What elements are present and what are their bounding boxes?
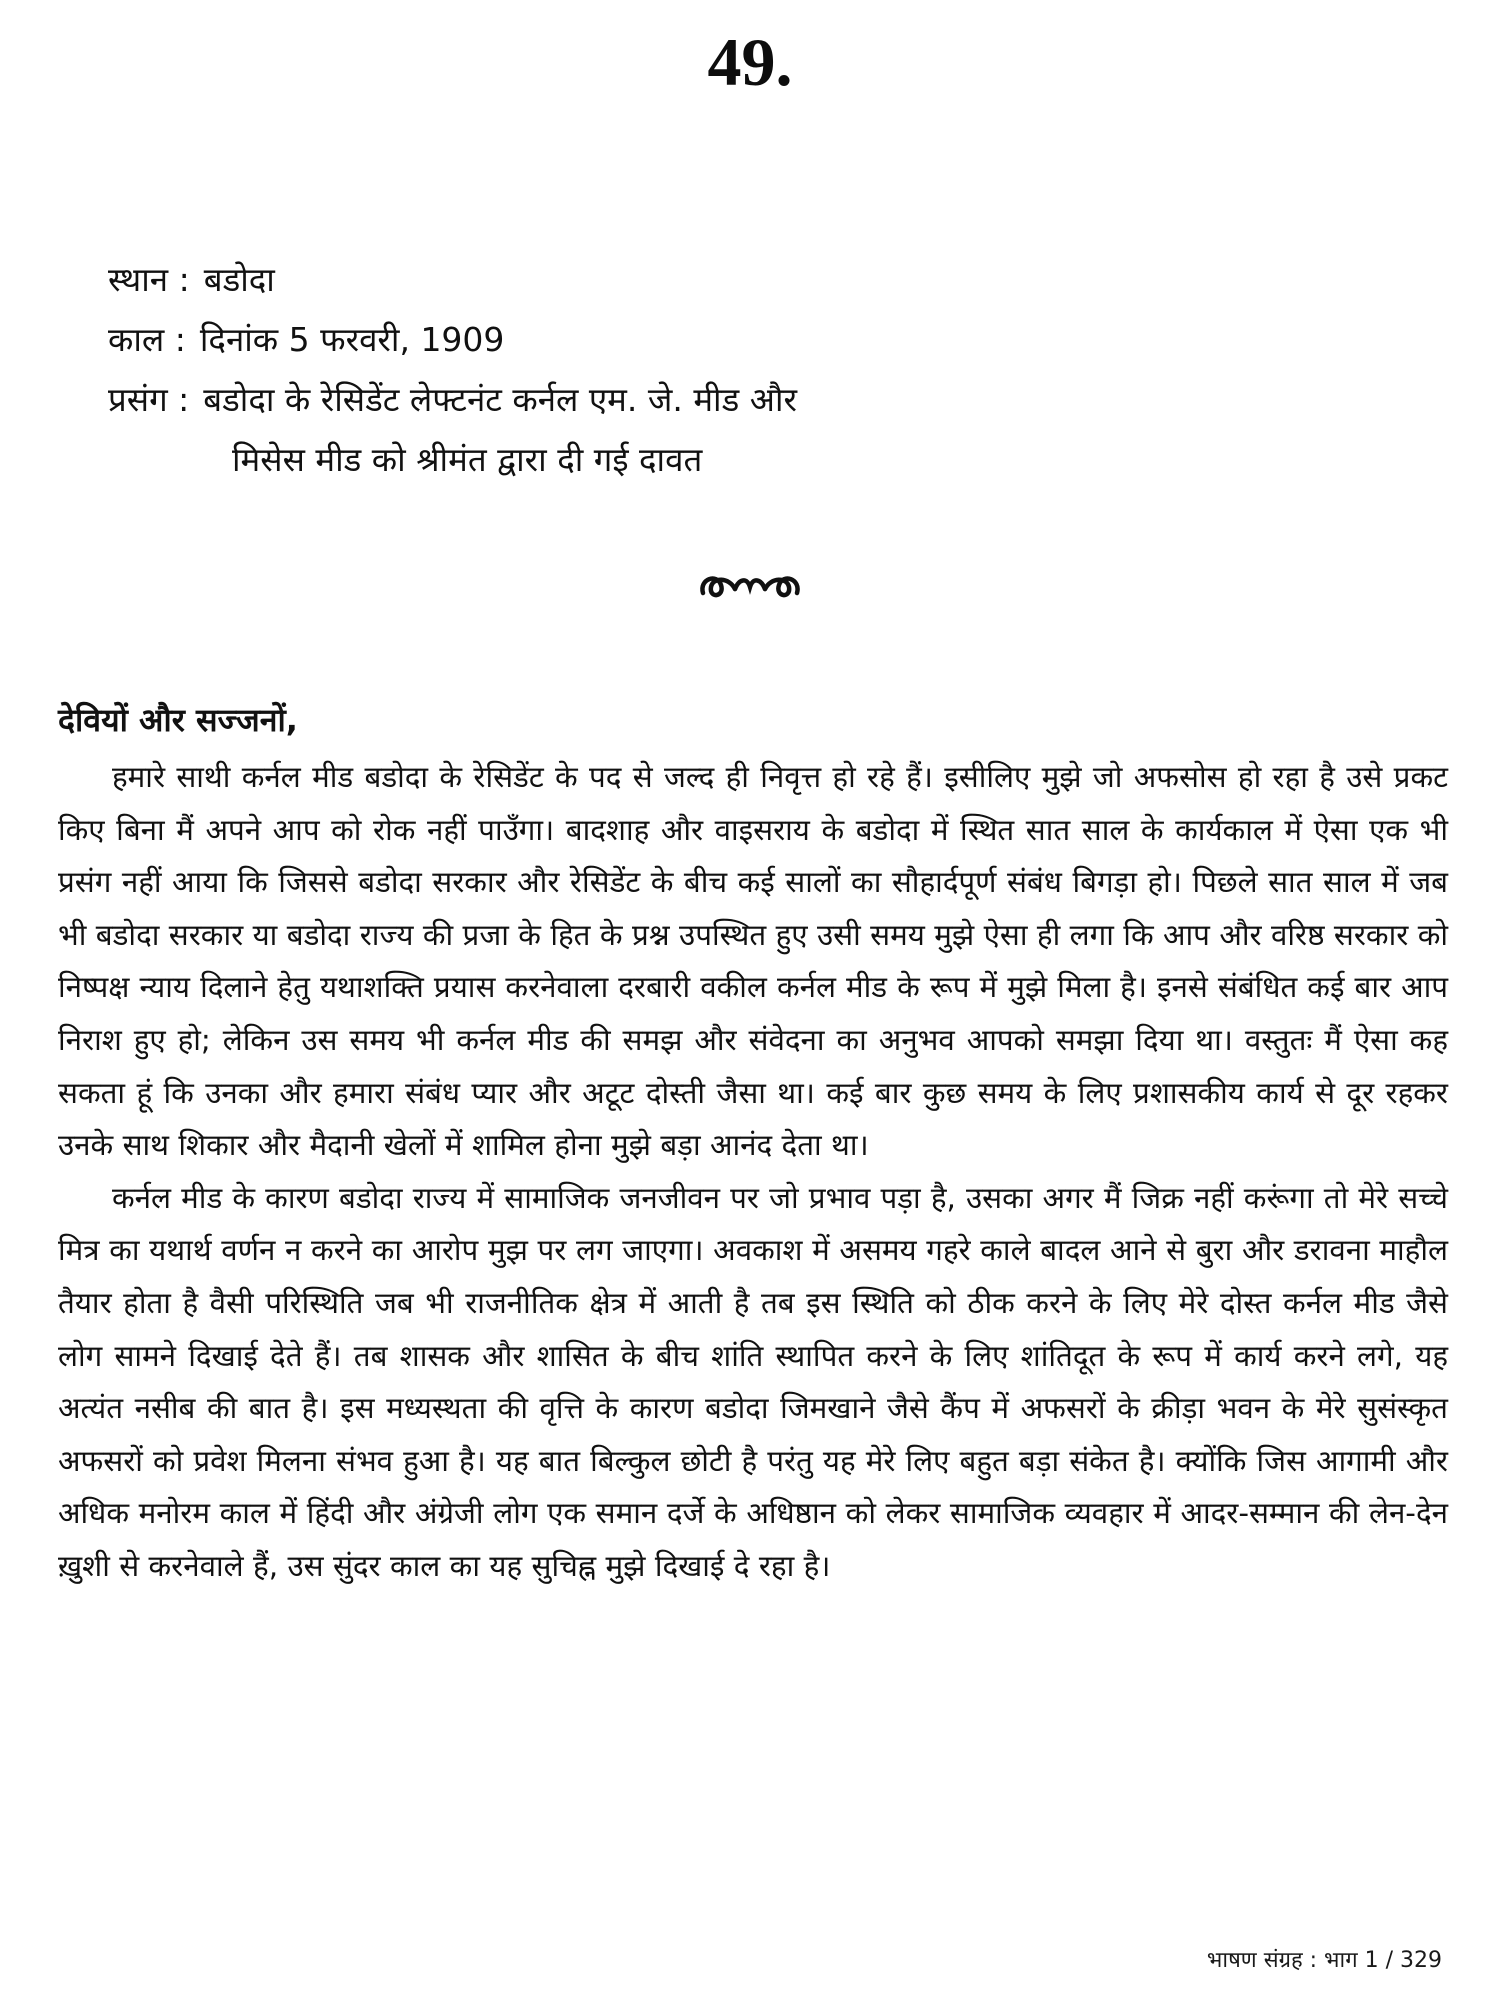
ornament-svg	[695, 565, 805, 605]
paragraph-1: हमारे साथी कर्नल मीड बडोदा के रेसिडेंट के पद से जल्द ही निवृत्त हो रहे हैं। इसीलिए मुझे जो अफसोस हो रहा है उसे प्रकट किए बिना मैं अपने आप को रोक नहीं पाउँगा। बादशाह और वाइसराय के बडोदा में स्थित सात साल के कार्यकाल में ऐसा एक भी प्रसंग नहीं आया कि जिससे बडोदा सरकार और रेसिडेंट के बीच कई सालों का सौहार्दपूर्ण संबंध बिगड़ा हो। पिछले सात साल में जब भी बडोदा सरकार या बडोदा राज्य की प्रजा के हित के प्रश्न उपस्थित हुए उसी समय मुझे ऐसा ही लगा कि आप और वरिष्ठ सरकार को निष्पक्ष न्याय दिलाने हेतु यथाशक्ति प्रयास करनेवाला दरबारी वकील कर्नल मीड के रूप में मुझे मिला है। इनसे संबंधित कई बार आप निराश हुए हो; लेकिन उस समय भी कर्नल मीड की समझ और संवेदना का अनुभव आपको समझा दिया था। वस्तुतः मैं ऐसा कह सकता हूं कि उनका और हमारा संबंध प्यार और अटूट दोस्ती जैसा था। कई बार कुछ समय के लिए प्रशासकीय कार्य से दूर रहकर उनके साथ शिकार और मैदानी खेलों में शामिल होना मुझे बड़ा आनंद देता था।	[58, 760, 1448, 1163]
paragraph-2: कर्नल मीड के कारण बडोदा राज्य में सामाजिक जनजीवन पर जो प्रभाव पड़ा है, उसका अगर मैं जिक्र नहीं करूंगा तो मेरे सच्चे मित्र का यथार्थ वर्णन न करने का आरोप मुझ पर लग जाएगा। अवकाश में असमय गहरे काले बादल आने से बुरा और डरावना माहौल तैयार होता है वैसी परिस्थिति जब भी राजनीतिक क्षेत्र में आती है तब इस स्थिति को ठीक करने के लिए मेरे दोस्त कर्नल मीड जैसे लोग सामने दिखाई देते हैं। तब शासक और शासित के बीच शांति स्थापित करने के लिए शांतिदूत के रूप में कार्य करने लगे, यह अत्यंत नसीब की बात है। इस मध्यस्थता की वृत्ति के कारण बडोदा जिमखाने जैसे कैंप में अफसरों के क्रीड़ा भवन के मेरे सुसंस्कृत अफसरों को प्रवेश मिलना संभव हुआ है। यह बात बिल्कुल छोटी है परंतु यह मेरे लिए बहुत बड़ा संकेत है। क्योंकि जिस आगामी और अधिक मनोरम काल में हिंदी और अंग्रेजी लोग एक समान दर्जे के अधिष्ठान को लेकर सामाजिक व्यवहार में आदर-सम्मान की लेन-देन ख़ुशी से करनेवाले हैं, उस सुंदर काल का यह सुचिह्न मुझे दिखाई दे रहा है।	[58, 1180, 1448, 1583]
place-label: स्थान :	[108, 260, 190, 299]
time-row	[108, 310, 1408, 370]
place-row	[108, 250, 1408, 310]
context-value-line2: मिसेस मीड को श्रीमंत द्वारा दी गई दावत	[232, 440, 703, 479]
salutation: देवियों और सज्जनों,	[58, 701, 298, 739]
context-row-continued	[108, 430, 1408, 490]
time-label: काल :	[108, 320, 186, 359]
time-value: दिनांक 5 फरवरी, 1909	[199, 320, 505, 359]
speech-body	[58, 751, 1448, 1593]
context-row	[108, 370, 1408, 430]
footer-book-info: भाषण संग्रह : भाग 1 / 329	[1206, 1948, 1442, 1973]
page-number: 49.	[707, 24, 793, 100]
context-label: प्रसंग :	[108, 380, 190, 419]
decorative-ornament-icon	[0, 565, 1500, 609]
context-value-line1: बडोदा के रेसिडेंट लेफ्टनंट कर्नल एम. जे. मीड और	[203, 380, 798, 419]
place-value: बडोदा	[203, 260, 275, 299]
speech-details	[108, 250, 1408, 490]
